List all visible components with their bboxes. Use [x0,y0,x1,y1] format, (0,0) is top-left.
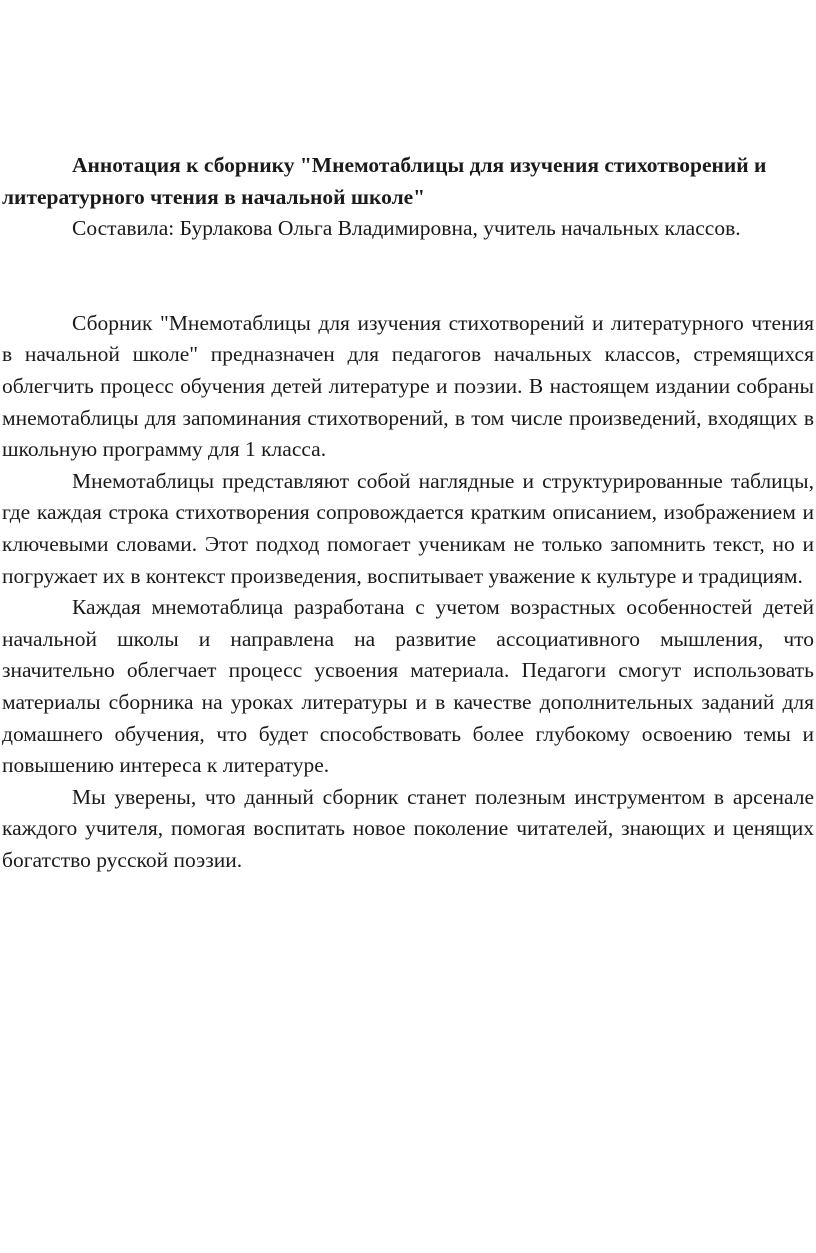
document-body [2,150,814,876]
paragraph-intro: Сборник "Мнемотаблицы для изучения стихотворений и литературного чтения в начальной школе" предназначен для педагогов начальных классов, стремящихся облегчить процесс обучения детей литературе и поэзии. В настоящем издании собраны мнемотаблицы для запоминания стихотворений, в том числе произведений, входящих в школьную программу для 1 класса. [2,310,814,462]
paragraph-conclusion: Мы уверены, что данный сборник станет полезным инструментом в арсенале каждого учителя, помогая воспитать новое поколение читателей, знающих и ценящих богатство русской поэзии. [2,784,814,872]
author-line: Составила: Бурлакова Ольга Владимировна, учитель начальных классов. [72,216,741,241]
paragraph-purpose: Каждая мнемотаблица разработана с учетом возрастных особенностей детей начальной школы и направлена на развитие ассоциативного мышления, что значительно облегчает процесс усвоения материала. Педагоги смогут использовать материалы сборника на уроках литературы и в качестве дополнительных заданий для домашнего обучения, что будет способствовать более глубокому освоению темы и повышению интереса к литературе. [2,595,814,778]
paragraph-description: Мнемотаблицы представляют собой наглядные и структурированные таблицы, где каждая строка стихотворения сопровождается кратким описанием, изображением и ключевыми словами. Этот подход помогает ученикам не только запомнить текст, но и погружает их в контекст произведения, воспитывает уважение к культуре и традициям. [2,468,814,588]
document-title: Аннотация к сборнику "Мнемотаблицы для изучения стихотворений и литературного чтения в начальной школе" [2,153,767,209]
section-spacer [2,245,814,308]
